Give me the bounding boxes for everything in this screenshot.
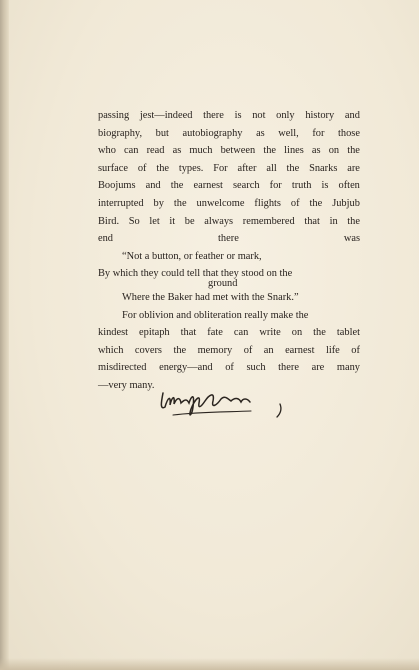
text-line: Bird. So let it be always remembered that in the bbox=[98, 215, 360, 227]
text-line: For oblivion and obliteration really make the bbox=[122, 309, 309, 321]
signature-comma bbox=[277, 404, 281, 417]
text-line: —very many. bbox=[98, 379, 155, 391]
text-line: biography, but autobiography as well, for those bbox=[98, 127, 360, 139]
page-bottom-edge bbox=[0, 658, 419, 670]
text-line: kindest epitaph that fate can write on the tablet bbox=[98, 327, 360, 339]
handwritten-signature bbox=[155, 385, 305, 430]
quoted-verse bbox=[98, 248, 360, 307]
text-line: interrupted by the unwelcome flights of the Jubjub bbox=[98, 197, 360, 209]
signature-underline bbox=[173, 411, 251, 415]
text-line: misdirected energy—and of such there are many bbox=[98, 362, 360, 374]
paragraph-1 bbox=[98, 107, 360, 248]
text-line: which covers the memory of an earnest life of bbox=[98, 344, 360, 356]
text-line: passing jest—indeed there is not only history and bbox=[98, 110, 360, 121]
page-spine-shadow bbox=[0, 0, 9, 670]
verse-line-2: By which they could tell that they stood on the bbox=[98, 268, 293, 280]
text-line: who can read as much between the lines as on the bbox=[98, 145, 360, 157]
text-line: surface of the types. For after all the Snarks are bbox=[98, 162, 360, 174]
paragraph-2 bbox=[98, 307, 360, 395]
text-line: end there was bbox=[98, 233, 360, 245]
verse-line-1: “Not a button, or feather or mark, bbox=[122, 250, 262, 262]
verse-line-2-overflow: ground bbox=[208, 277, 238, 289]
page-text bbox=[98, 107, 360, 395]
text-line: Boojums and the earnest search for truth is often bbox=[98, 180, 360, 192]
verse-line-3: Where the Baker had met with the Snark.” bbox=[122, 291, 299, 303]
